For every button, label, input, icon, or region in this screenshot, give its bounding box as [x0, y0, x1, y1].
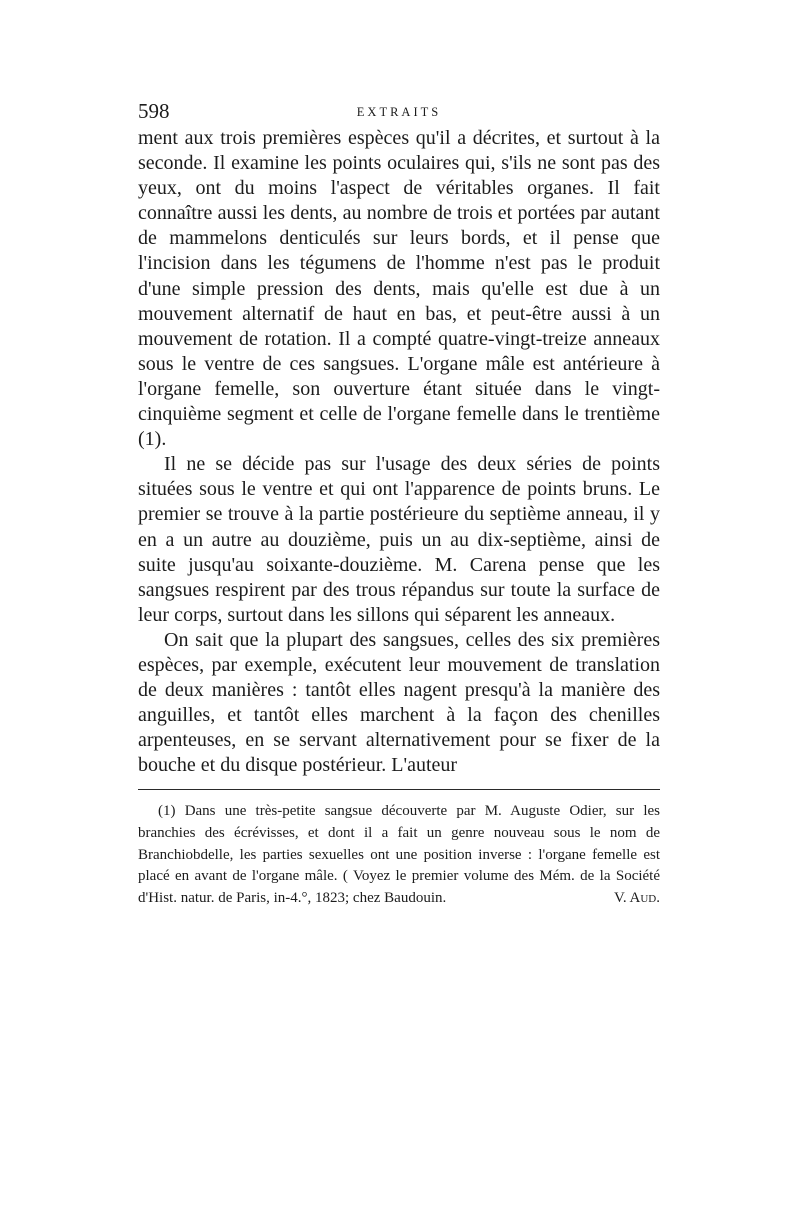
page-number: 598 [138, 99, 170, 123]
footnote-signature: V. Aud. [613, 889, 660, 906]
footnote [138, 801, 660, 909]
paragraph-3: On sait que la plupart des sangsues, celles des six premières espèces, par exemple, exécutent leur mouvement de translation de deux manières : tantôt elles nagent presqu'à la manière des anguilles, et tantôt elles marchent à la façon des chenilles arpenteuses, en se servant alternativement pour se fixer de la bouche et du disque postérieur. L'auteur [138, 628, 660, 777]
book-page [138, 96, 660, 909]
running-head [138, 96, 660, 126]
footnote-rule [138, 789, 660, 790]
footnote-text: Dans une très-petite sangsue découverte par M. Auguste Odier, sur les branchies des écrévisses, et dont il a fait un genre nouveau sous le nom de Branchiobdelle, les parties sexuelles ont une position inverse : l'organe femelle est placé en avant de l'organe mâle. ( Voyez le premier volume des Mém. de la Société d'Hist. natur. de Paris, in-4.°, 1823; chez Baudouin. [138, 803, 660, 906]
footnote-marker: (1) [158, 803, 176, 820]
paragraph-1: ment aux trois premières espèces qu'il a décrites, et surtout à la seconde. Il examine les points oculaires qui, s'ils ne sont pas des yeux, ont du moins l'aspect de véritables organes. Il fait connaître aussi les dents, au nombre de trois et portées par autant de mammelons denticulés sur leurs bords, et il pense que l'incision dans les tégumens de l'homme n'est pas le produit d'une simple pression des dents, mais qu'elle est due à un mouvement alternatif de haut en bas, et peut-être aussi à un mouvement de rotation. Il a compté quatre-vingt-treize anneaux sous le ventre de ces sangsues. L'organe mâle est antérieure à l'organe femelle, son ouverture étant située dans le vingt-cinquième segment et celle de l'organe femelle dans le trentième (1). [138, 127, 660, 451]
running-title: EXTRAITS [356, 105, 442, 119]
body-text [138, 126, 660, 778]
paragraph-2: Il ne se décide pas sur l'usage des deux séries de points situées sous le ventre et qui ont l'apparence de points bruns. Le premier se trouve à la partie postérieure du septième anneau, il y en a un autre au douzième, puis un au dix-septième, ainsi de suite jusqu'au soixante-douzième. M. Carena pense que les sangsues respirent par des trous répandus sur toute la surface de leur corps, surtout dans les sillons qui séparent les anneaux. [138, 453, 660, 626]
